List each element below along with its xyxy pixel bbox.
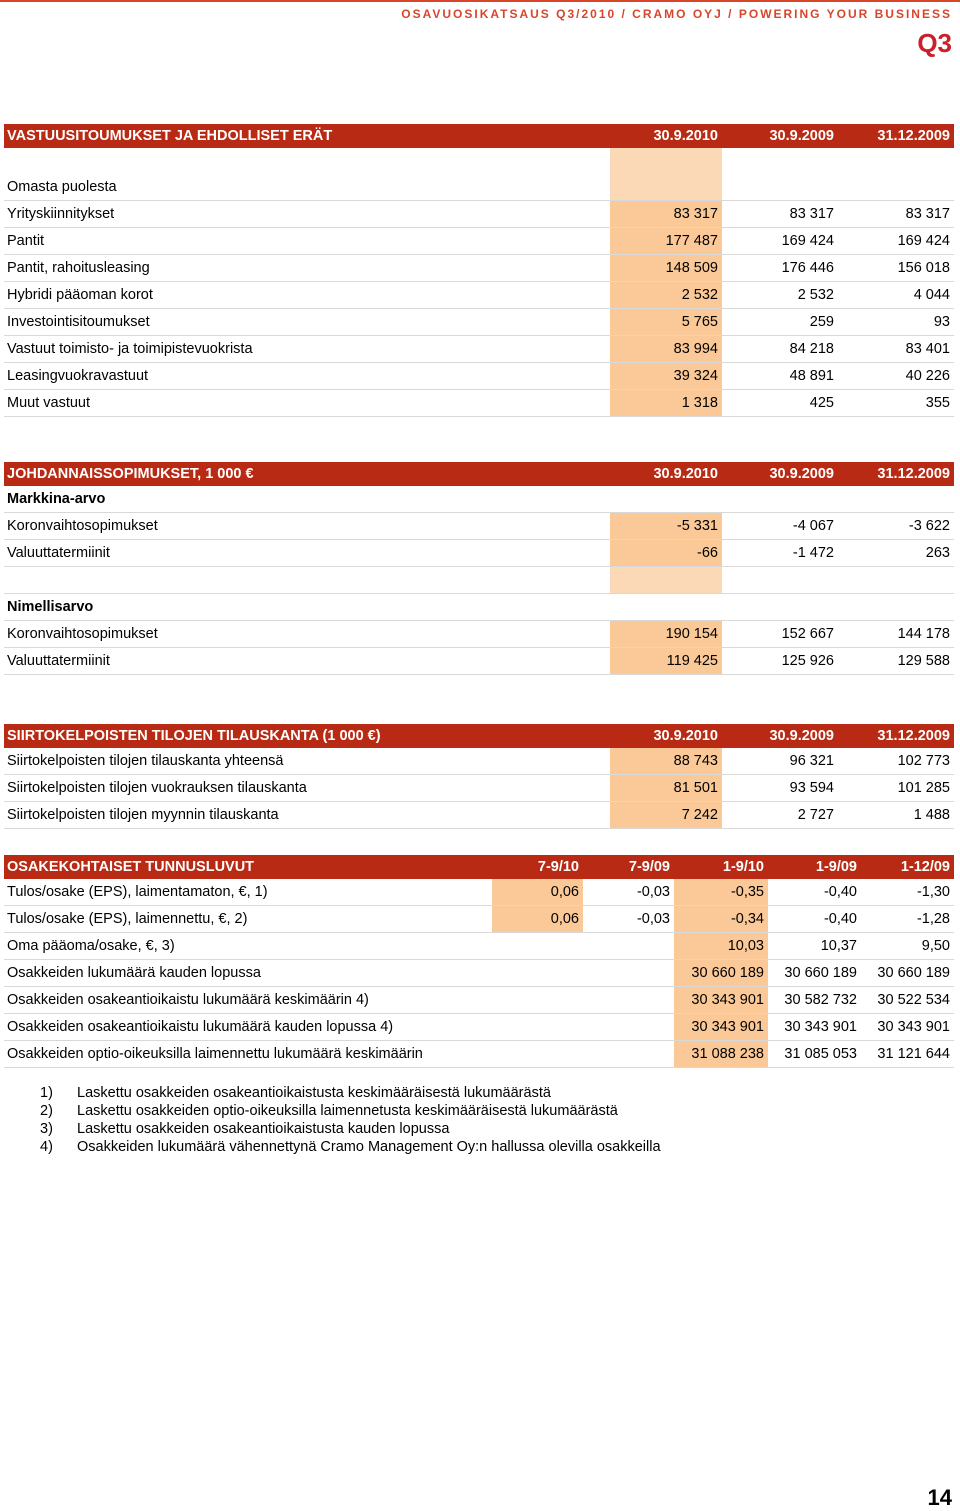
value-cell: 30 522 534 xyxy=(877,992,950,1008)
footnote-number: 1) xyxy=(40,1085,53,1101)
value-cell: 425 xyxy=(809,395,834,411)
table-row xyxy=(4,363,954,390)
value-cell: 30 343 901 xyxy=(877,1019,950,1035)
value-cell xyxy=(583,987,674,1013)
value-cell: 101 285 xyxy=(897,780,950,796)
row-label: Leasingvuokravastuut xyxy=(7,368,149,384)
header-rule xyxy=(0,0,960,2)
value-cell: 9,50 xyxy=(921,938,950,954)
value-cell: 1 318 xyxy=(610,390,722,416)
value-cell: 263 xyxy=(925,545,950,561)
value-cell: 152 667 xyxy=(781,626,834,642)
commitments-header xyxy=(4,124,954,148)
table-row xyxy=(4,228,954,255)
value-cell: 125 926 xyxy=(781,653,834,669)
footnote-text: Osakkeiden lukumäärä vähennettynä Cramo Management Oy:n hallussa olevilla osakkeilla xyxy=(77,1139,661,1155)
spacer-row xyxy=(4,148,954,174)
footnotes xyxy=(40,1084,661,1156)
value-cell xyxy=(492,960,583,986)
col-header: 30.9.2009 xyxy=(769,128,834,144)
value-cell: 10,03 xyxy=(674,933,768,959)
table-row xyxy=(4,960,954,987)
table-row xyxy=(4,987,954,1014)
share-data-title: OSAKEKOHTAISET TUNNUSLUVUT xyxy=(7,859,255,875)
value-cell: 0,06 xyxy=(492,906,583,932)
footnote-text: Laskettu osakkeiden osakeantioikaistusta keskimääräisestä lukumäärästä xyxy=(77,1085,551,1101)
col-header: 30.9.2010 xyxy=(653,466,718,482)
quarter-label: Q3 xyxy=(917,28,952,58)
derivatives-header xyxy=(4,462,954,486)
row-label: Osakkeiden osakeantioikaistu lukumäärä keskimäärin 4) xyxy=(7,992,369,1008)
report-title: OSAVUOSIKATSAUS Q3/2010 / CRAMO OYJ / POWERING YOUR BUSINESS xyxy=(401,7,952,21)
row-label: Siirtokelpoisten tilojen tilauskanta yhteensä xyxy=(7,753,284,769)
value-cell: 39 324 xyxy=(610,363,722,389)
col-header: 1-9/10 xyxy=(722,859,764,875)
footnote-number: 4) xyxy=(40,1139,53,1155)
value-cell: 2 532 xyxy=(610,282,722,308)
value-cell: 83 994 xyxy=(610,336,722,362)
value-cell: 4 044 xyxy=(913,287,950,303)
value-cell: 177 487 xyxy=(610,228,722,254)
commitments-table xyxy=(4,124,954,417)
table-row xyxy=(4,201,954,228)
table-row xyxy=(4,802,954,829)
value-cell: 144 178 xyxy=(897,626,950,642)
value-cell: -1,30 xyxy=(916,884,950,900)
value-cell: 0,06 xyxy=(492,879,583,905)
col-header: 31.12.2009 xyxy=(877,128,950,144)
row-label: Osakkeiden optio-oikeuksilla laimennettu lukumäärä keskimäärin xyxy=(7,1046,423,1062)
value-cell: 81 501 xyxy=(610,775,722,801)
value-cell: 5 765 xyxy=(610,309,722,335)
value-cell xyxy=(583,960,674,986)
value-cell: 88 743 xyxy=(610,748,722,774)
value-cell: -66 xyxy=(610,540,722,566)
derivatives-table xyxy=(4,462,954,675)
row-label: Koronvaihtosopimukset xyxy=(7,626,158,642)
value-cell: 2 727 xyxy=(797,807,834,823)
value-cell: -1,28 xyxy=(916,911,950,927)
group-row xyxy=(4,486,954,513)
row-label: Siirtokelpoisten tilojen vuokrauksen tilauskanta xyxy=(7,780,307,796)
value-cell xyxy=(492,933,583,959)
footnote-number: 3) xyxy=(40,1121,53,1137)
value-cell xyxy=(583,933,674,959)
col-header: 7-9/09 xyxy=(628,859,670,875)
value-cell: 83 317 xyxy=(610,201,722,227)
table-row xyxy=(4,255,954,282)
value-cell: -5 331 xyxy=(610,513,722,539)
row-label: Siirtokelpoisten tilojen myynnin tilauskanta xyxy=(7,807,279,823)
page-number: 14 xyxy=(927,1485,952,1510)
table-row xyxy=(4,748,954,775)
value-cell: 30 343 901 xyxy=(674,987,768,1013)
table-row xyxy=(4,879,954,906)
row-label: Osakkeiden lukumäärä kauden lopussa xyxy=(7,965,261,981)
value-cell: 169 424 xyxy=(897,233,950,249)
row-label: Vastuut toimisto- ja toimipistevuokrista xyxy=(7,341,253,357)
orderbook-header xyxy=(4,724,954,748)
table-row xyxy=(4,1014,954,1041)
value-cell: 7 242 xyxy=(610,802,722,828)
value-cell: 129 588 xyxy=(897,653,950,669)
value-cell: 119 425 xyxy=(610,648,722,674)
nominal-value-label: Nimellisarvo xyxy=(7,599,94,615)
row-label: Investointisitoumukset xyxy=(7,314,150,330)
footnote-number: 2) xyxy=(40,1103,53,1119)
row-label: Pantit, rahoitusleasing xyxy=(7,260,150,276)
share-data-header xyxy=(4,855,954,879)
value-cell xyxy=(583,1041,674,1067)
value-cell: 30 660 189 xyxy=(674,960,768,986)
share-data-table xyxy=(4,855,954,1068)
value-cell: 30 660 189 xyxy=(784,965,857,981)
col-header: 30.9.2009 xyxy=(769,728,834,744)
col-header: 1-9/09 xyxy=(815,859,857,875)
footnote-text: Laskettu osakkeiden osakeantioikaistusta kauden lopussa xyxy=(77,1121,450,1137)
group-row xyxy=(4,594,954,621)
value-cell: -0,34 xyxy=(674,906,768,932)
value-cell: 355 xyxy=(925,395,950,411)
row-label: Pantit xyxy=(7,233,45,249)
col-header: 30.9.2010 xyxy=(653,128,718,144)
value-cell xyxy=(583,1014,674,1040)
table-row xyxy=(4,540,954,567)
footnote xyxy=(40,1102,661,1120)
row-label: Muut vastuut xyxy=(7,395,91,411)
row-label: Tulos/osake (EPS), laimentamaton, €, 1) xyxy=(7,884,268,900)
market-value-label: Markkina-arvo xyxy=(7,491,106,507)
row-label: Osakkeiden osakeantioikaistu lukumäärä kauden lopussa 4) xyxy=(7,1019,394,1035)
value-cell: 31 121 644 xyxy=(877,1046,950,1062)
value-cell xyxy=(492,1041,583,1067)
table-row xyxy=(4,775,954,802)
col-header: 31.12.2009 xyxy=(877,466,950,482)
value-cell: 30 343 901 xyxy=(674,1014,768,1040)
col-header: 7-9/10 xyxy=(537,859,579,875)
row-label: Koronvaihtosopimukset xyxy=(7,518,158,534)
footnote xyxy=(40,1084,661,1102)
value-cell: 169 424 xyxy=(781,233,834,249)
value-cell: 148 509 xyxy=(610,255,722,281)
value-cell: 30 343 901 xyxy=(784,1019,857,1035)
value-cell: -0,03 xyxy=(636,884,670,900)
commitments-title: VASTUUSITOUMUKSET JA EHDOLLISET ERÄT xyxy=(7,128,333,144)
group-label: Omasta puolesta xyxy=(7,179,117,195)
table-row xyxy=(4,336,954,363)
table-row xyxy=(4,933,954,960)
value-cell: 93 594 xyxy=(789,780,834,796)
value-cell: 31 088 238 xyxy=(674,1041,768,1067)
value-cell: -1 472 xyxy=(792,545,834,561)
table-row xyxy=(4,906,954,933)
value-cell: 259 xyxy=(809,314,834,330)
table-row xyxy=(4,1041,954,1068)
value-cell: 2 532 xyxy=(797,287,834,303)
table-row xyxy=(4,390,954,417)
row-label: Valuuttatermiinit xyxy=(7,545,110,561)
value-cell: 83 317 xyxy=(789,206,834,222)
value-cell: -3 622 xyxy=(908,518,950,534)
spacer-row xyxy=(4,567,954,594)
col-header: 30.9.2009 xyxy=(769,466,834,482)
value-cell: 102 773 xyxy=(897,753,950,769)
value-cell: 93 xyxy=(933,314,950,330)
value-cell: -0,35 xyxy=(674,879,768,905)
row-label: Hybridi pääoman korot xyxy=(7,287,153,303)
table-row xyxy=(4,309,954,336)
table-row xyxy=(4,621,954,648)
orderbook-table xyxy=(4,724,954,829)
value-cell: 30 582 732 xyxy=(784,992,857,1008)
value-cell xyxy=(492,987,583,1013)
value-cell: 10,37 xyxy=(820,938,857,954)
col-header: 30.9.2010 xyxy=(653,728,718,744)
value-cell: 176 446 xyxy=(781,260,834,276)
value-cell: 83 401 xyxy=(905,341,950,357)
table-row xyxy=(4,282,954,309)
footnote-text: Laskettu osakkeiden optio-oikeuksilla laimennetusta keskimääräisestä lukumäärästä xyxy=(77,1103,618,1119)
value-cell: -0,40 xyxy=(823,911,857,927)
col-header: 1-12/09 xyxy=(900,859,950,875)
value-cell: 30 660 189 xyxy=(877,965,950,981)
value-cell: 1 488 xyxy=(913,807,950,823)
row-label: Oma pääoma/osake, €, 3) xyxy=(7,938,175,954)
value-cell: 83 317 xyxy=(905,206,950,222)
footnote xyxy=(40,1138,661,1156)
value-cell: 40 226 xyxy=(905,368,950,384)
value-cell: 156 018 xyxy=(897,260,950,276)
value-cell: -0,03 xyxy=(636,911,670,927)
group-row xyxy=(4,174,954,201)
table-row xyxy=(4,648,954,675)
value-cell: -0,40 xyxy=(823,884,857,900)
col-header: 31.12.2009 xyxy=(877,728,950,744)
row-label: Tulos/osake (EPS), laimennettu, €, 2) xyxy=(7,911,248,927)
row-label: Yrityskiinnitykset xyxy=(7,206,115,222)
value-cell xyxy=(492,1014,583,1040)
value-cell: 190 154 xyxy=(610,621,722,647)
orderbook-title: SIIRTOKELPOISTEN TILOJEN TILAUSKANTA (1 000 €) xyxy=(7,728,381,744)
value-cell: 96 321 xyxy=(789,753,834,769)
footnote xyxy=(40,1120,661,1138)
table-row xyxy=(4,513,954,540)
value-cell: 84 218 xyxy=(789,341,834,357)
value-cell: 48 891 xyxy=(789,368,834,384)
row-label: Valuuttatermiinit xyxy=(7,653,110,669)
derivatives-title: JOHDANNAISSOPIMUKSET, 1 000 € xyxy=(7,466,254,482)
value-cell: 31 085 053 xyxy=(784,1046,857,1062)
value-cell: -4 067 xyxy=(792,518,834,534)
